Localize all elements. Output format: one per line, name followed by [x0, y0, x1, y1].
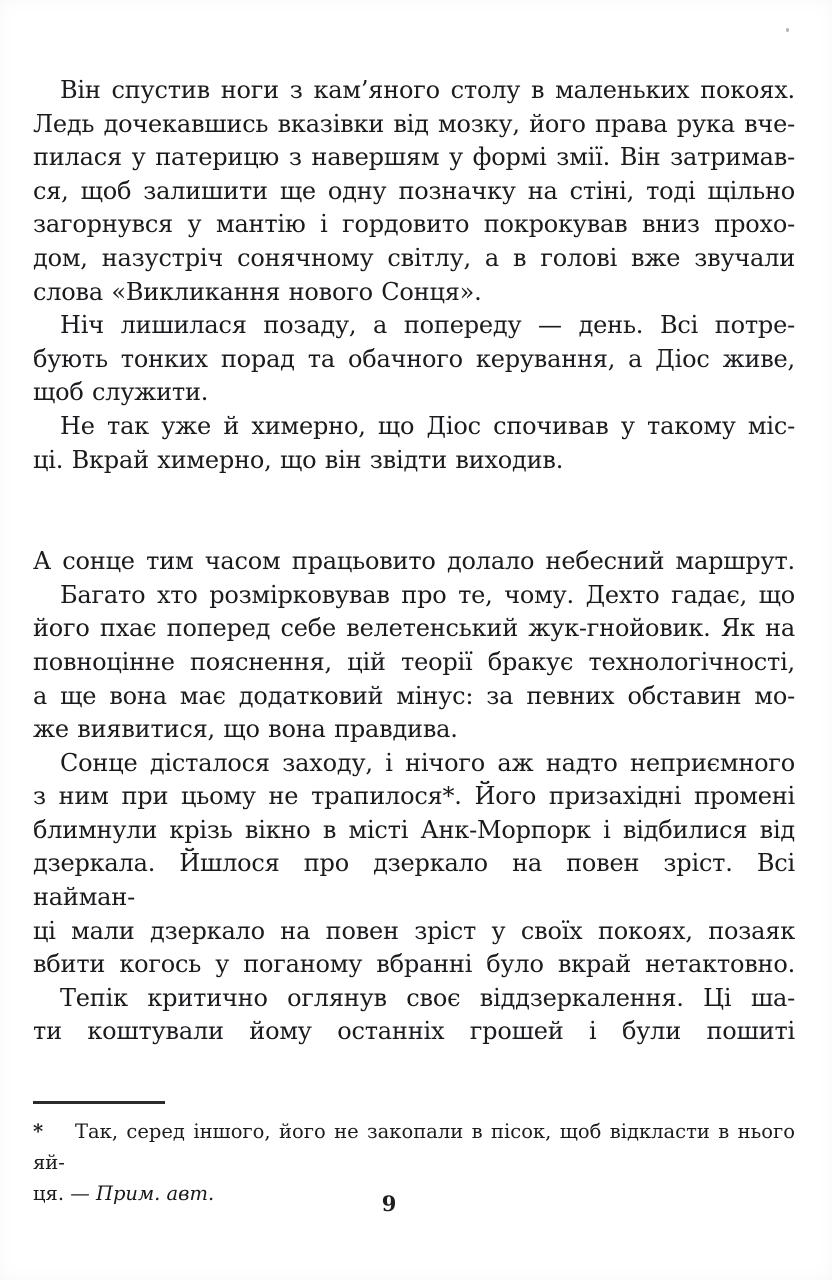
text-line: А сонце тим часом працьовито долало небесний маршрут.: [33, 547, 795, 576]
footnote-separator: [33, 1101, 165, 1104]
paragraph: [33, 410, 795, 477]
text-line: загорнувся у мантію і гордовито покрокував вниз прохо-: [33, 210, 795, 239]
text-line: дзеркала. Йшлося про дзеркало на повен зріст. Всі найман-: [33, 849, 795, 912]
paragraph: [33, 545, 795, 579]
text-line: ці мали дзеркало на повен зріст у своїх покоях, позаяк: [33, 916, 795, 945]
text-line: Не так уже й химерно, що Діос спочивав у такому міс-: [60, 411, 795, 440]
text-line: Багато хто розмірковував про те, чому. Дехто гадає, що: [60, 580, 795, 609]
text-line: ці. Вкрай химерно, що він звідти виходив.: [33, 445, 564, 474]
text-line: вбити когось у поганому вбранні було вкрай нетактовно.: [33, 950, 795, 979]
text-line: пилася у патерицю з навершям у формі змії. Він затримав-: [33, 143, 795, 172]
text-line: повноцінне пояснення, цій теорії бракує технологічності,: [33, 647, 795, 676]
text-line: ти коштували йому останніх грошей і були пошиті: [33, 1017, 795, 1046]
text-line: з ним при цьому не трапилося*. Його призахідні промені: [33, 782, 795, 811]
text-line: Ледь дочекавшись вказівки від мозку, його права рука вче-: [33, 109, 795, 138]
text-line: Він спустив ноги з кам’яного столу в маленьких покоях.: [60, 76, 795, 104]
paragraph: [33, 579, 795, 747]
text-line: а ще вона має додатковий мінус: за певних обставин мо-: [33, 681, 795, 710]
paragraph: [33, 747, 795, 982]
text-line: же виявитися, що вона правдива.: [33, 715, 458, 744]
footnote-author-note: Прим. авт.: [95, 1182, 215, 1206]
text-line: його пхає поперед себе велетенський жук-гнойовик. Як на: [33, 614, 795, 643]
text-line: щоб служити.: [33, 378, 209, 407]
text-line: блимнули крізь вікно в місті Анк-Морпорк і відбилися від: [33, 815, 795, 844]
footnote-line: [33, 1116, 795, 1178]
scan-speck: [786, 28, 789, 32]
footnote-text: ця. —: [33, 1182, 96, 1206]
paragraph: [33, 309, 795, 410]
text-line: Тепік критично оглянув своє віддзеркалення. Ці ша-: [60, 983, 795, 1012]
paragraph: [33, 982, 795, 1049]
page-number: 9: [381, 1191, 397, 1216]
text-block: [33, 74, 795, 1209]
paragraph: [33, 74, 795, 309]
body-text: [33, 74, 795, 1049]
text-line: бують тонких порад та обачного керування, а Діос живе,: [33, 344, 795, 373]
text-line: слова «Викликання нового Сонця».: [33, 277, 482, 306]
text-line: Сонце дісталося заходу, і нічого аж надто неприємного: [60, 748, 795, 777]
text-line: Ніч лишилася позаду, а попереду — день. Всі потре-: [60, 311, 795, 340]
footnote-marker: *: [33, 1120, 44, 1144]
text-line: дом, назустріч сонячному світлу, а в голові вже звучали: [33, 243, 795, 272]
footnote-text: Так, серед іншого, його не закопали в пісок, щоб відкласти в нього яй-: [33, 1120, 795, 1175]
text-line: ся, щоб залишити ще одну позначку на стіні, тоді щільно: [33, 176, 795, 205]
